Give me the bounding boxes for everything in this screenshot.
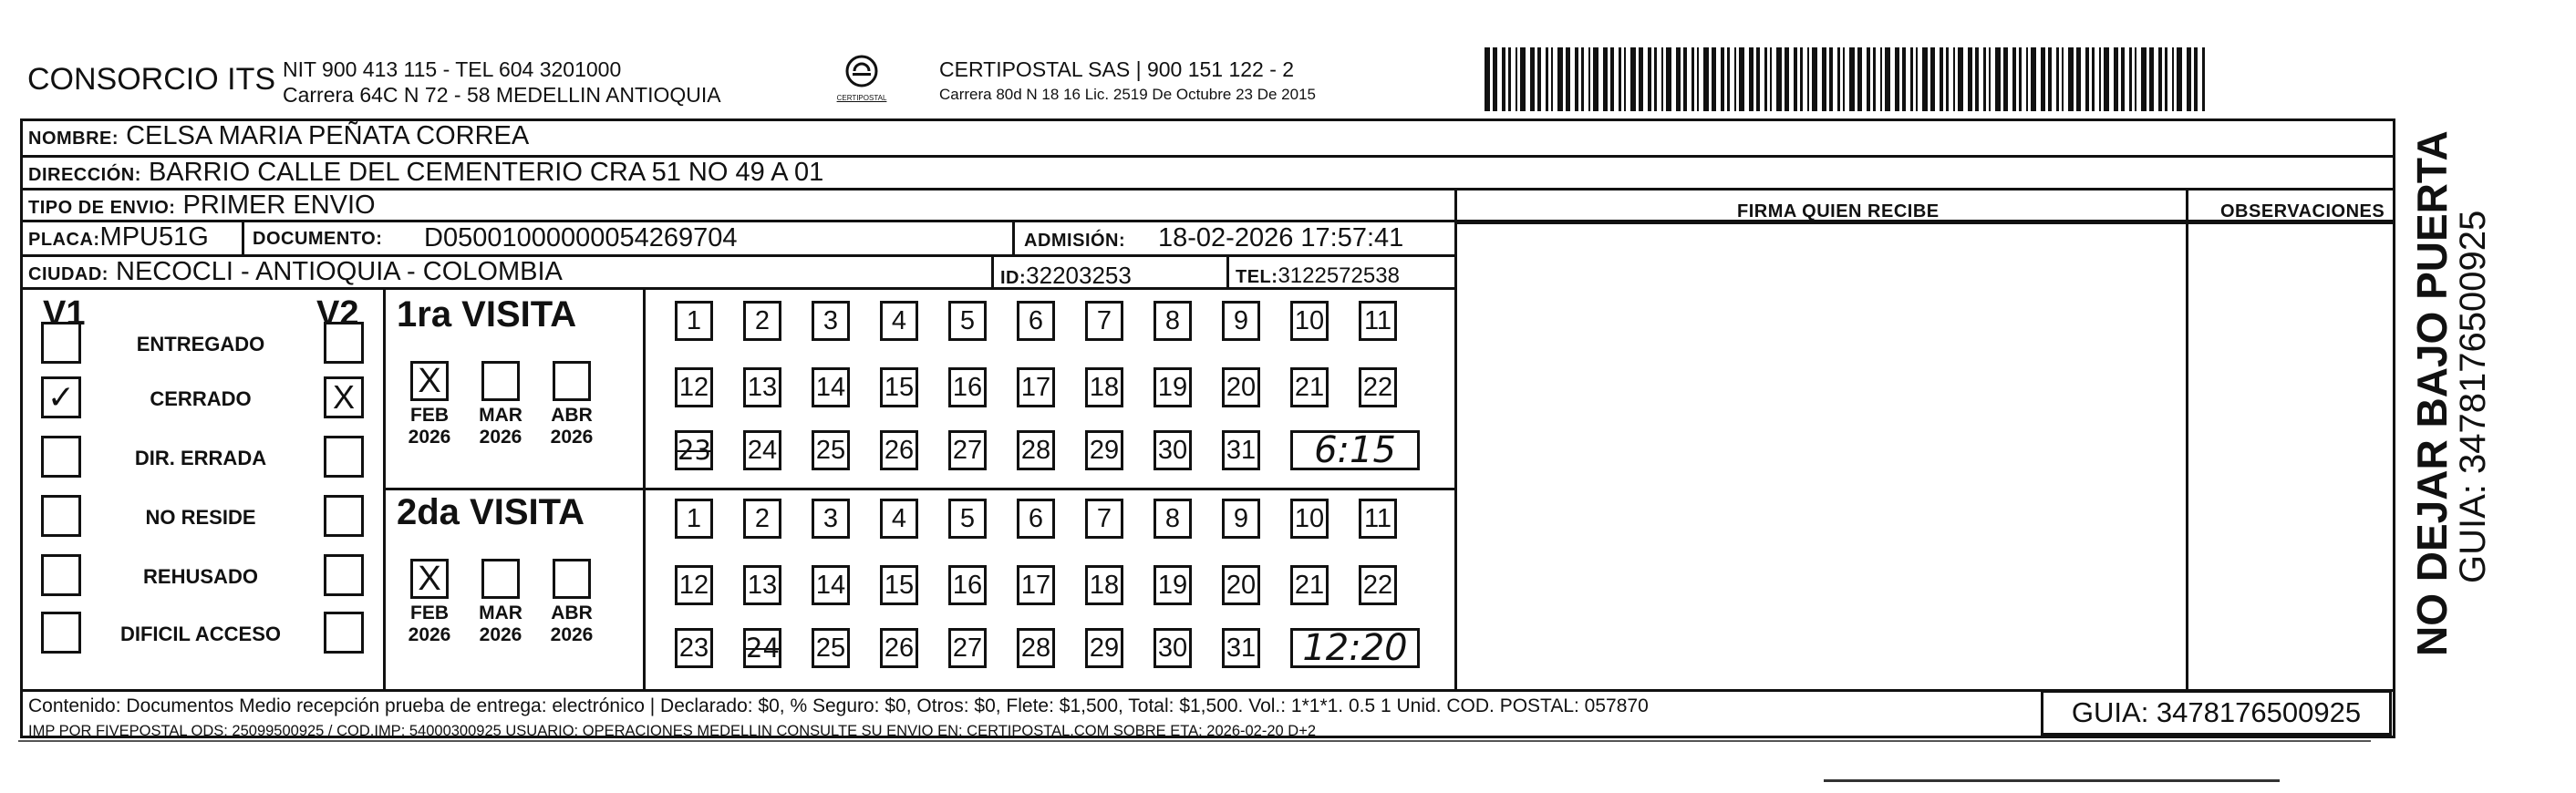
barcode-bar: [1916, 47, 1918, 111]
barcode-bar: [1551, 47, 1553, 111]
day-box[interactable]: 4: [880, 499, 918, 539]
month-year: 2026: [408, 427, 451, 448]
barcode-bar: [1953, 47, 1955, 111]
barcode-bar: [2158, 47, 2162, 111]
barcode-bar: [2129, 47, 2132, 111]
month-checkbox[interactable]: [481, 559, 520, 599]
certipostal-logo: [834, 53, 889, 102]
barcode-bar: [1485, 47, 1490, 111]
address-line: Carrera 64C N 72 - 58 MEDELLIN ANTIOQUIA: [283, 83, 721, 107]
v1-checkbox[interactable]: ✓: [41, 376, 81, 418]
direccion-value: BARRIO CALLE DEL CEMENTERIO CRA 51 NO 49 A 01: [148, 158, 824, 187]
barcode-bar: [1557, 47, 1563, 111]
company-info: [283, 57, 721, 108]
v2-checkbox[interactable]: [324, 436, 364, 478]
barcode-bar: [1822, 47, 1826, 111]
barcode-bar: [1776, 47, 1782, 111]
barcode-bar: [2141, 47, 2147, 111]
company-name: CONSORCIO ITS: [27, 62, 276, 97]
day-box[interactable]: 27: [948, 628, 987, 668]
certi-line-1: CERTIPOSTAL SAS | 900 151 122 - 2: [939, 57, 1295, 81]
barcode-bar: [1508, 47, 1511, 111]
direccion-row: [23, 158, 2394, 191]
v2-checkbox[interactable]: [324, 322, 364, 364]
day-box[interactable]: 1: [675, 301, 713, 341]
month-label: [469, 602, 533, 646]
barcode-bar: [2026, 47, 2028, 111]
barcode-bar: [1588, 47, 1590, 111]
day-box[interactable]: 20: [1222, 565, 1260, 605]
barcode-bar: [1661, 47, 1663, 111]
id-value: 32203253: [1026, 262, 1132, 289]
barcode-bar: [1630, 47, 1636, 111]
ciudad-value: NECOCLI - ANTIOQUIA - COLOMBIA: [116, 257, 563, 286]
barcode-bar: [1727, 47, 1730, 111]
barcode-bar: [2135, 47, 2136, 111]
placa-label: PLACA:: [28, 230, 100, 250]
barcode-bar: [1930, 47, 1935, 111]
day-box[interactable]: 22: [1359, 565, 1397, 605]
barcode-bar: [1857, 47, 1862, 111]
barcode-bar: [1764, 47, 1767, 111]
id-label: ID:: [1000, 268, 1027, 288]
day-box[interactable]: 15: [880, 367, 918, 407]
barcode-bar: [1843, 47, 1845, 111]
v1-checkbox[interactable]: [41, 554, 81, 596]
barcode-bar: [2177, 47, 2182, 111]
barcode-bar: [2121, 47, 2125, 111]
day-box[interactable]: 29: [1085, 628, 1123, 668]
barcode-bar: [1739, 47, 1744, 111]
v2-checkbox[interactable]: X: [324, 376, 364, 418]
certipostal-info: [939, 57, 1316, 108]
barcode-bar: [1910, 47, 1913, 111]
barcode-bar: [1493, 47, 1497, 111]
day-box[interactable]: 4: [880, 301, 918, 341]
barcode-bar: [1902, 47, 1906, 111]
barcode-bar: [2092, 47, 2095, 111]
firma-label: FIRMA QUIEN RECIBE: [1737, 201, 1940, 221]
side-warning: NO DEJAR BAJO PUERTA: [2408, 130, 2456, 656]
barcode: [1485, 47, 2214, 111]
nit-line: NIT 900 413 115 - TEL 604 3201000: [283, 57, 622, 81]
v2-checkbox[interactable]: [324, 612, 364, 654]
barcode-bar: [1983, 47, 1986, 111]
barcode-bar: [1691, 47, 1694, 111]
barcode-bar: [1648, 47, 1651, 111]
tel-label: TEL:: [1236, 267, 1278, 287]
day-box[interactable]: 30: [1154, 430, 1192, 470]
ciudad-label: CIUDAD:: [28, 264, 109, 284]
barcode-bar: [1958, 47, 1963, 111]
barcode-bar: [1516, 47, 1517, 111]
barcode-bar: [1610, 47, 1614, 111]
day-box[interactable]: 20: [1222, 367, 1260, 407]
day-box[interactable]: 27: [948, 430, 987, 470]
barcode-bar: [2068, 47, 2074, 111]
barcode-bar: [1639, 47, 1643, 111]
side-guia: GUIA: 3478176500925: [2453, 210, 2493, 583]
day-box[interactable]: 24: [743, 430, 781, 470]
barcode-bar: [2056, 47, 2059, 111]
documento-label: DOCUMENTO:: [253, 229, 383, 249]
barcode-bar: [1968, 47, 1972, 111]
barcode-bar: [2062, 47, 2064, 111]
tipo-value: PRIMER ENVIO: [182, 191, 376, 220]
barcode-bar: [2165, 47, 2167, 111]
barcode-bar: [2041, 47, 2045, 111]
day-box[interactable]: 13: [743, 367, 781, 407]
month-label: [398, 602, 461, 646]
month-label: [469, 405, 533, 448]
barcode-bar: [1770, 47, 1772, 111]
barcode-bar: [1619, 47, 1621, 111]
barcode-bar: [2085, 47, 2089, 111]
barcode-bar: [1756, 47, 1760, 111]
barcode-bar: [1794, 47, 1797, 111]
day-box[interactable]: 21: [1290, 367, 1329, 407]
status-label: ENTREGADO: [136, 333, 265, 355]
v1-checkbox[interactable]: [41, 322, 81, 364]
barcode-bar: [1895, 47, 1899, 111]
barcode-bar: [1566, 47, 1570, 111]
barcode-bar: [1603, 47, 1608, 111]
month-year: 2026: [550, 427, 594, 448]
month-checkbox[interactable]: X: [410, 559, 449, 599]
day-box[interactable]: 9: [1222, 301, 1260, 341]
day-box[interactable]: 22: [1359, 367, 1397, 407]
barcode-bar: [2012, 47, 2016, 111]
status-label: NO RESIDE: [145, 506, 256, 529]
admision-value: 18-02-2026 17:57:41: [1158, 223, 1404, 252]
month-year: 2026: [479, 624, 522, 645]
placa-value: MPU51G: [99, 222, 209, 252]
day-box[interactable]: 7: [1085, 301, 1123, 341]
documento-value: D05001000000054269704: [424, 223, 738, 252]
month-name: FEB: [410, 602, 449, 623]
barcode-bar: [1624, 47, 1626, 111]
month-checkbox[interactable]: [481, 361, 520, 401]
barcode-bar: [1520, 47, 1526, 111]
month-name: ABR: [551, 602, 593, 623]
barcode-bar: [1734, 47, 1736, 111]
barcode-bar: [1721, 47, 1724, 111]
tipo-row: [23, 191, 2394, 222]
barcode-bar: [1697, 47, 1699, 111]
day-box[interactable]: 2: [743, 301, 781, 341]
footer-imp: IMP POR FIVEPOSTAL ODS: 25099500925 / COD.IMP: 54000300925 USUARIO: OPERACIONES MEDELLIN CONSULTE SU ENVIO EN: CERTIPOSTAL.COM SOBRE ETA: 2026-02-20 D+2: [28, 723, 1317, 739]
day-box[interactable]: 14: [812, 367, 850, 407]
day-box[interactable]: 6: [1017, 499, 1055, 539]
day-box[interactable]: 23: [675, 430, 713, 470]
nombre-value: CELSA MARIA PEÑATA CORREA: [126, 121, 530, 150]
certi-line-2: Carrera 80d N 18 16 Lic. 2519 De Octubre 23 De 2015: [939, 86, 1316, 103]
day-box[interactable]: 17: [1017, 367, 1055, 407]
barcode-bar: [1676, 47, 1681, 111]
day-box[interactable]: 12: [675, 367, 713, 407]
status-label: REHUSADO: [143, 565, 258, 588]
day-box[interactable]: 18: [1085, 367, 1123, 407]
day-box[interactable]: 19: [1154, 565, 1192, 605]
barcode-bar: [2187, 47, 2191, 111]
barcode-bar: [1666, 47, 1671, 111]
barcode-bar: [1867, 47, 1870, 111]
day-box[interactable]: 29: [1085, 430, 1123, 470]
barcode-bar: [1537, 47, 1541, 111]
tipo-label: TIPO DE ENVIO:: [28, 198, 176, 218]
barcode-bar: [2194, 47, 2198, 111]
barcode-bar: [1785, 47, 1789, 111]
day-box[interactable]: 7: [1085, 499, 1123, 539]
visita-title: 1ra VISITA: [397, 294, 577, 335]
day-box[interactable]: 26: [880, 430, 918, 470]
day-box[interactable]: 31: [1222, 628, 1260, 668]
month-checkbox[interactable]: [553, 361, 591, 401]
v1-checkbox[interactable]: [41, 612, 81, 654]
visita-title: 2da VISITA: [397, 492, 585, 532]
barcode-bar: [1940, 47, 1943, 111]
day-box[interactable]: 26: [880, 628, 918, 668]
barcode-bar: [1502, 47, 1505, 111]
admision-label: ADMISIÓN:: [1024, 231, 1126, 251]
tel-field: [1236, 263, 1400, 289]
day-box[interactable]: 21: [1290, 565, 1329, 605]
barcode-bar: [2003, 47, 2008, 111]
logo-icon: [841, 53, 883, 89]
barcode-bar: [2104, 47, 2109, 111]
v2-checkbox[interactable]: [324, 554, 364, 596]
day-box[interactable]: 10: [1290, 499, 1329, 539]
day-box[interactable]: 30: [1154, 628, 1192, 668]
v1-checkbox[interactable]: [41, 495, 81, 537]
barcode-bar: [1654, 47, 1657, 111]
day-box[interactable]: 8: [1154, 301, 1192, 341]
day-box[interactable]: 2: [743, 499, 781, 539]
nombre-label: NOMBRE:: [28, 129, 119, 149]
day-box[interactable]: 15: [880, 565, 918, 605]
month-label: [540, 405, 604, 448]
barcode-bar: [1530, 47, 1535, 111]
barcode-bar: [2019, 47, 2022, 111]
barcode-bar: [1975, 47, 1979, 111]
observaciones-label: OBSERVACIONES: [2220, 201, 2385, 221]
day-box[interactable]: 11: [1359, 499, 1397, 539]
barcode-bar: [1989, 47, 1991, 111]
barcode-bar: [1581, 47, 1584, 111]
barcode-bar: [2031, 47, 2036, 111]
nombre-row: [23, 121, 2394, 158]
barcode-bar: [1995, 47, 2001, 111]
barcode-bar: [1837, 47, 1840, 111]
month-name: MAR: [479, 602, 522, 623]
day-box[interactable]: 23: [675, 628, 713, 668]
status-label: DIFICIL ACCESO: [119, 623, 281, 645]
status-label: CERRADO: [150, 387, 252, 410]
day-box[interactable]: 28: [1017, 430, 1055, 470]
month-name: ABR: [551, 405, 593, 426]
day-box[interactable]: 14: [812, 565, 850, 605]
day-box[interactable]: 18: [1085, 565, 1123, 605]
day-box[interactable]: 11: [1359, 301, 1397, 341]
day-box[interactable]: 16: [948, 367, 987, 407]
visit-time[interactable]: 12:20: [1290, 628, 1420, 668]
status-label: DIR. ERRADA: [134, 447, 267, 469]
barcode-bar: [1800, 47, 1803, 111]
day-box[interactable]: 1: [675, 499, 713, 539]
day-box[interactable]: 9: [1222, 499, 1260, 539]
day-box[interactable]: 17: [1017, 565, 1055, 605]
barcode-bar: [2172, 47, 2174, 111]
barcode-bar: [2149, 47, 2154, 111]
v2-checkbox[interactable]: [324, 495, 364, 537]
day-box[interactable]: 13: [743, 565, 781, 605]
day-box[interactable]: 5: [948, 499, 987, 539]
barcode-bar: [1546, 47, 1548, 111]
barcode-bar: [2048, 47, 2052, 111]
direccion-label: DIRECCIÓN:: [28, 165, 141, 185]
barcode-bar: [1593, 47, 1598, 111]
tel-value: 3122572538: [1278, 263, 1400, 288]
day-box[interactable]: 6: [1017, 301, 1055, 341]
shipping-form: [20, 118, 2395, 738]
barcode-bar: [1812, 47, 1817, 111]
day-box[interactable]: 3: [812, 499, 850, 539]
barcode-bar: [2114, 47, 2118, 111]
barcode-bar: [2076, 47, 2081, 111]
month-year: 2026: [408, 624, 451, 645]
month-name: MAR: [479, 405, 522, 426]
month-label: [398, 405, 461, 448]
month-name: FEB: [410, 405, 449, 426]
barcode-bar: [1712, 47, 1716, 111]
day-box[interactable]: 10: [1290, 301, 1329, 341]
barcode-bar: [1703, 47, 1709, 111]
barcode-bar: [1885, 47, 1890, 111]
barcode-bar: [1873, 47, 1876, 111]
day-box[interactable]: 19: [1154, 367, 1192, 407]
day-box[interactable]: 8: [1154, 499, 1192, 539]
barcode-bar: [1880, 47, 1882, 111]
v1-header: V1: [43, 294, 86, 333]
day-box[interactable]: 31: [1222, 430, 1260, 470]
month-year: 2026: [479, 427, 522, 448]
v1-checkbox[interactable]: [41, 436, 81, 478]
id-field: [1000, 262, 1132, 290]
barcode-bar: [1749, 47, 1754, 111]
barcode-bar: [1946, 47, 1949, 111]
barcode-bar: [1683, 47, 1687, 111]
logo-caption: CERTIPOSTAL: [836, 94, 887, 102]
month-checkbox[interactable]: X: [410, 361, 449, 401]
barcode-image: [1485, 47, 2214, 111]
barcode-bar: [1575, 47, 1578, 111]
barcode-bar: [2202, 47, 2205, 111]
barcode-bar: [1807, 47, 1809, 111]
barcode-bar: [1922, 47, 1928, 111]
day-box[interactable]: 5: [948, 301, 987, 341]
visit-time[interactable]: 6:15: [1290, 430, 1420, 470]
barcode-bar: [1829, 47, 1833, 111]
footer-content: Contenido: Documentos Medio recepción prueba de entrega: electrónico | Declarado: $0, % Seguro: $0, Otros: $0, Flete: $1,500, Total: $1,500. Vol.: 1*1*1. 0.5 1 Unid. COD. POSTAL: 057870: [28, 695, 1649, 716]
day-box[interactable]: 25: [812, 628, 850, 668]
month-year: 2026: [550, 624, 594, 645]
guia-box: GUIA: 3478176500925: [2041, 690, 2392, 736]
day-box[interactable]: 28: [1017, 628, 1055, 668]
month-checkbox[interactable]: [553, 559, 591, 599]
barcode-bar: [1849, 47, 1855, 111]
v2-header: V2: [316, 294, 359, 333]
day-box[interactable]: 3: [812, 301, 850, 341]
day-box[interactable]: 16: [948, 565, 987, 605]
day-box[interactable]: 25: [812, 430, 850, 470]
month-label: [540, 602, 604, 646]
day-box[interactable]: 12: [675, 565, 713, 605]
day-box[interactable]: 24: [743, 628, 781, 668]
barcode-bar: [2099, 47, 2101, 111]
